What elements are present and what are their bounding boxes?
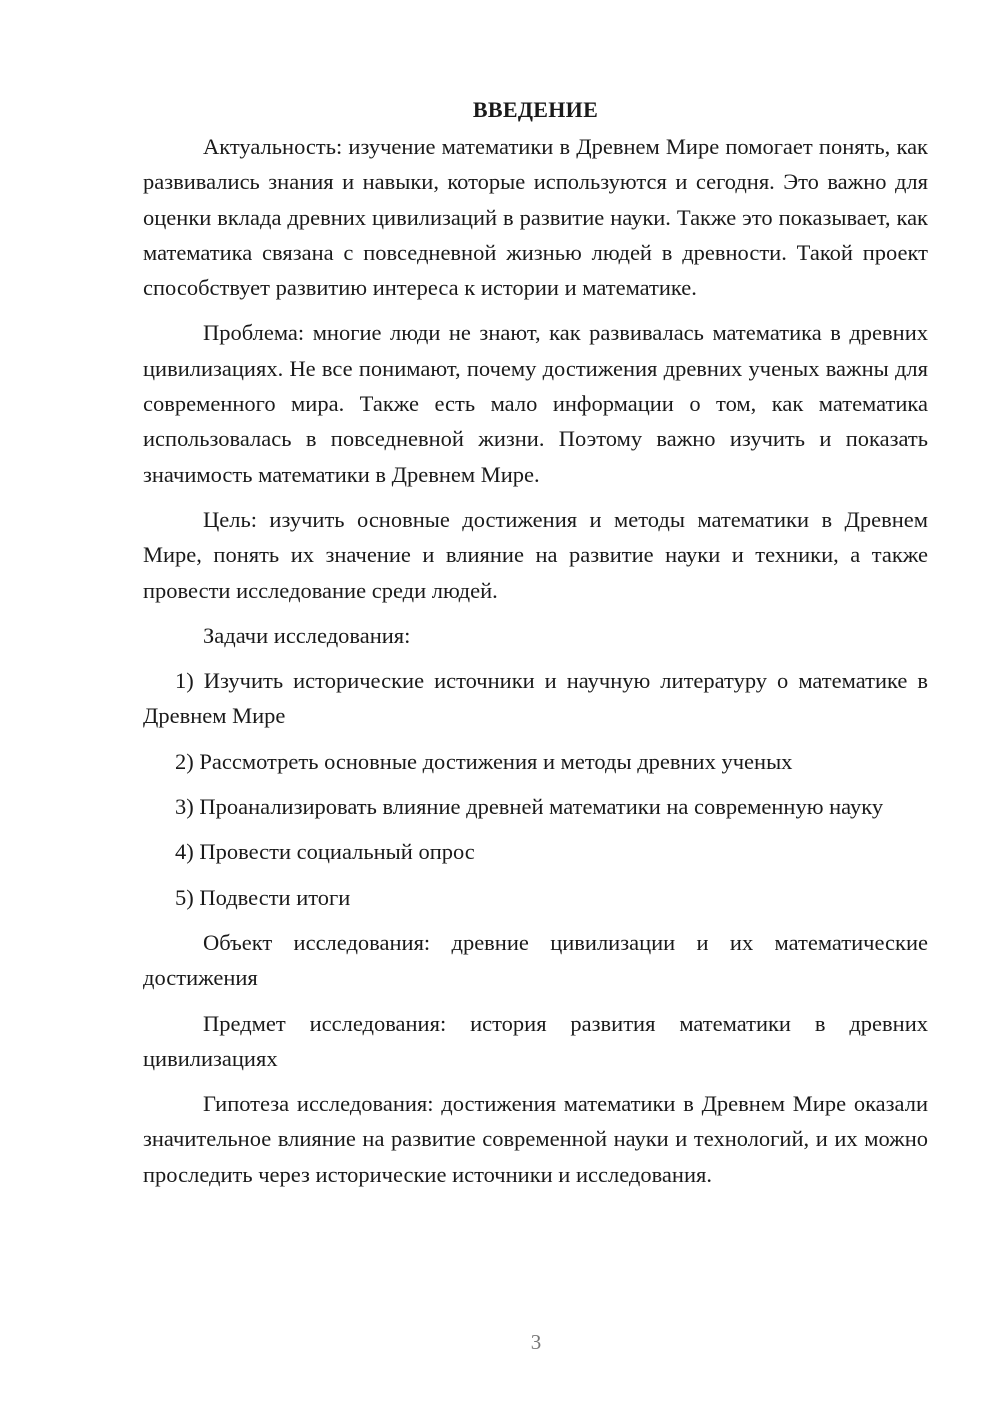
task-item-2: 2) Рассмотреть основные достижения и методы древних ученых <box>175 748 793 774</box>
problem-paragraph: Проблема: многие люди не знают, как развивалась математика в древних цивилизациях. Не все понимают, почему достижения древних ученых важны для современного мира. Также есть мало информации о том, как математика использовалась в повседневной жизни. Поэтому важно изучить и показать значимость математики в Древнем Мире. <box>143 320 928 487</box>
tasks-heading: Задачи исследования: <box>203 622 411 648</box>
subject-paragraph: Предмет исследования: история развития математики в древних цивилизациях <box>143 1010 928 1071</box>
goal-paragraph: Цель: изучить основные достижения и методы математики в Древнем Мире, понять их значение и влияние на развитие науки и техники, а также провести исследование среди людей. <box>143 506 928 603</box>
page-title: ВВЕДЕНИЕ <box>472 97 599 122</box>
object-paragraph: Объект исследования: древние цивилизации и их математические достижения <box>143 929 928 991</box>
task-item-3: 3) Проанализировать влияние древней математики на современную науку <box>175 794 884 820</box>
page-number: 3 <box>530 1330 542 1354</box>
relevance-paragraph: Актуальность: изучение математики в Древнем Мире помогает понять, как развивались знания и навыки, которые используются и сегодня. Это важно для оценки вклада древних цивилизаций в развитие науки. Также это показывает, как математика связана с повседневной жизнью людей в древности. Такой проект способствует развитию интереса к истории и математике. <box>143 134 928 301</box>
task-item-1: 1) Изучить исторические источники и научную литературу о математике в Древнем Мире <box>143 668 928 729</box>
task-item-4: 4) Провести социальный опрос <box>175 839 475 865</box>
document-page <box>143 92 928 1202</box>
hypothesis-paragraph: Гипотеза исследования: достижения математики в Древнем Мире оказали значительное влияние на развитие современной науки и технологий, и их можно проследить через исторические источники и исследования. <box>143 1091 928 1187</box>
task-item-5: 5) Подвести итоги <box>175 884 351 910</box>
